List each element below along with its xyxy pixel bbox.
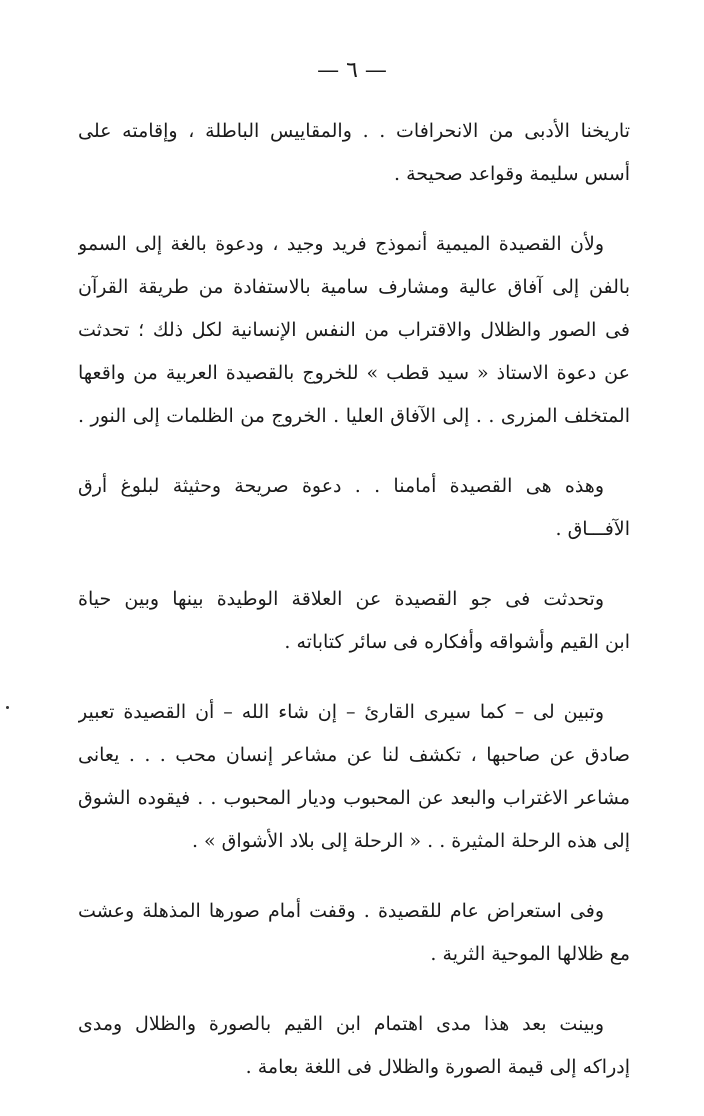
text-line: وتبين لى – كما سيرى القارئ – إن شاء الله – أن القصيدة تعبير xyxy=(78,701,604,723)
text-line: بالفن إلى آفاق عالية ومشارف سامية بالاستفادة من طريقة القرآن xyxy=(78,276,630,298)
text-line: وهذه هى القصيدة أمامنا . . دعوة صريحة وحثيثة لبلوغ أرق xyxy=(78,475,604,497)
text-line: إلى هذه الرحلة المثيرة . . « الرحلة إلى بلاد الأشواق » . xyxy=(191,830,630,852)
text-line: وبينت بعد هذا مدى اهتمام ابن القيم بالصورة والظلال ومدى xyxy=(78,1013,604,1035)
text-line: مع ظلالها الموحية الثرية . xyxy=(430,943,630,965)
text-line: تاريخنا الأدبى من الانحرافات . . والمقاييس الباطلة ، وإقامته على xyxy=(78,120,630,142)
text-line: فى الصور والظلال والاقتراب من النفس الإنسانية لكل ذلك ؛ تحدثت xyxy=(78,319,630,341)
paragraph-4 xyxy=(78,578,630,664)
text-line: الآفـــاق . xyxy=(555,518,630,540)
text-line: ابن القيم وأشواقه وأفكاره فى سائر كتاباته . xyxy=(284,631,630,653)
paragraph-6 xyxy=(78,890,630,976)
text-line: وفى استعراض عام للقصيدة . وقفت أمام صورها المذهلة وعشت xyxy=(78,900,604,922)
scan-speck xyxy=(6,706,9,709)
page-number: — ٦ — xyxy=(317,58,387,83)
text-line: عن دعوة الاستاذ « سيد قطب » للخروج بالقصيدة العربية من واقعها xyxy=(78,362,630,384)
text-line: أسس سليمة وقواعد صحيحة . xyxy=(394,163,630,185)
paragraph-5 xyxy=(78,691,630,863)
text-line: المتخلف المزرى . . إلى الآفاق العليا . الخروج من الظلمات إلى النور . xyxy=(78,405,630,427)
text-line: مشاعر الاغتراب والبعد عن المحبوب وديار المحبوب . . فيقوده الشوق xyxy=(78,787,630,809)
paragraph-7 xyxy=(78,1003,630,1089)
text-line: ولأن القصيدة الميمية أنموذج فريد وجيد ، ودعوة بالغة إلى السمو xyxy=(78,233,604,255)
paragraph-2 xyxy=(78,223,630,438)
body-text xyxy=(78,110,630,1116)
paragraph-3 xyxy=(78,465,630,551)
text-line: وتحدثت فى جو القصيدة عن العلاقة الوطيدة بينها وبين حياة xyxy=(78,588,604,610)
text-line: صادق عن صاحبها ، تكشف لنا عن مشاعر إنسان محب . . . يعانى xyxy=(78,744,630,766)
paragraph-1 xyxy=(78,110,630,196)
text-line: إدراكه إلى قيمة الصورة والظلال فى اللغة بعامة . xyxy=(245,1056,630,1078)
